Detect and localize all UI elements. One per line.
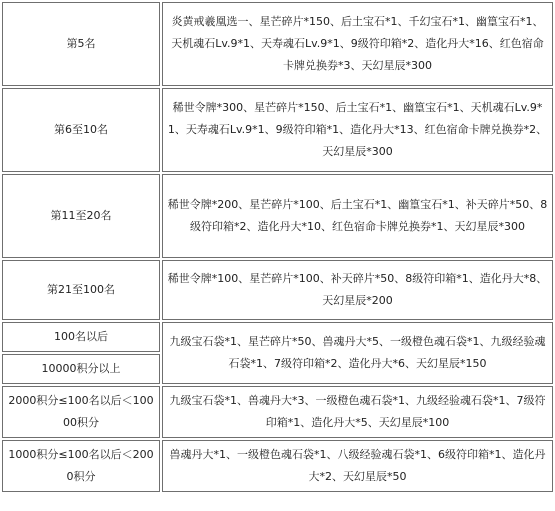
rank-cell: 2000积分≤100名以后＜10000积分 (2, 386, 160, 438)
table-row (2, 88, 553, 172)
table-row (2, 260, 553, 320)
rank-cell: 1000积分≤100名以后＜2000积分 (2, 440, 160, 492)
reward-cell: 稀世令牌*300、星芒碎片*150、后土宝石*1、幽篁宝石*1、天机魂石Lv.9*1、天寿魂石Lv.9*1、9级符印箱*1、造化丹大*13、红色宿命卡牌兑换券*2、天幻星辰*300 (162, 88, 553, 172)
rank-cell: 第21至100名 (2, 260, 160, 320)
table-row (2, 2, 553, 86)
reward-cell: 稀世令牌*200、星芒碎片*100、后土宝石*1、幽篁宝石*1、补天碎片*50、8级符印箱*2、造化丹大*10、红色宿命卡牌兑换券*1、天幻星辰*300 (162, 174, 553, 258)
rank-cell: 10000积分以上 (2, 354, 160, 384)
reward-cell: 兽魂丹大*1、一级橙色魂石袋*1、八级经验魂石袋*1、6级符印箱*1、造化丹大*2、天幻星辰*50 (162, 440, 553, 492)
reward-cell: 稀世令牌*100、星芒碎片*100、补天碎片*50、8级符印箱*1、造化丹大*8、天幻星辰*200 (162, 260, 553, 320)
reward-cell: 九级宝石袋*1、星芒碎片*50、兽魂丹大*5、一级橙色魂石袋*1、九级经验魂石袋*1、7级符印箱*2、造化丹大*6、天幻星辰*150 (162, 322, 553, 384)
table-row (2, 386, 553, 438)
rank-cell: 第5名 (2, 2, 160, 86)
table-row (2, 440, 553, 492)
reward-cell: 炎黄戒羲凰选一、星芒碎片*150、后土宝石*1、千幻宝石*1、幽篁宝石*1、天机魂石Lv.9*1、天寿魂石Lv.9*1、9级符印箱*2、造化丹大*16、红色宿命卡牌兑换券*3、天幻星辰*300 (162, 2, 553, 86)
rank-cell: 第6至10名 (2, 88, 160, 172)
reward-cell: 九级宝石袋*1、兽魂丹大*3、一级橙色魂石袋*1、九级经验魂石袋*1、7级符印箱*1、造化丹大*5、天幻星辰*100 (162, 386, 553, 438)
table-row (2, 174, 553, 258)
rank-cell: 第11至20名 (2, 174, 160, 258)
table-row (2, 322, 553, 352)
rank-cell: 100名以后 (2, 322, 160, 352)
